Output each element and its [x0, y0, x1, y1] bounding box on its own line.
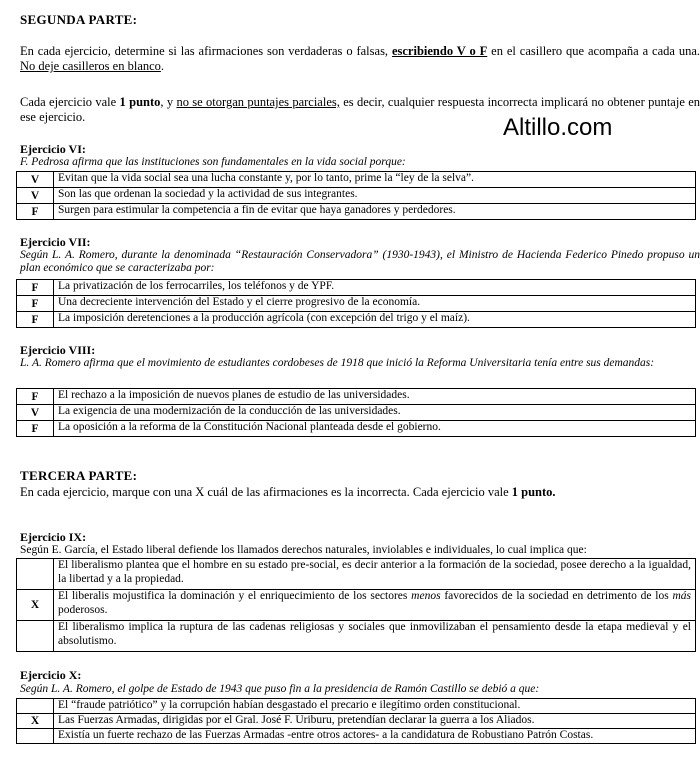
- answer-box[interactable]: F: [17, 280, 54, 296]
- statement-italic: más: [672, 590, 691, 602]
- instr-bold: 1 punto.: [511, 485, 556, 499]
- scoring-text: , y: [160, 95, 177, 109]
- statement-text: La imposición deretenciones a la producción agrícola (con excepción del trigo y el maíz).: [54, 312, 696, 328]
- ejercicio-vi-prompt: F. Pedrosa afirma que las instituciones son fundamentales en la vida social porque:: [20, 156, 406, 168]
- ejercicio-viii-prompt: L. A. Romero afirma que el movimiento de estudiantes cordobeses de 1918 que inició la Reforma Universitaria tenía entre sus demandas:: [20, 357, 655, 369]
- statement-text: Evitan que la vida social sea una lucha constante y, por lo tanto, prime la “ley de la selva”.: [54, 172, 696, 188]
- statement-part: El liberalis mojustifica la dominación y el enriquecimiento de los sectores: [58, 590, 412, 602]
- scoring-text: Cada ejercicio vale: [20, 95, 120, 109]
- answer-box[interactable]: V: [17, 188, 54, 204]
- statement-text: Surgen para estimular la competencia a fin de evitar que haya ganadores y perdedores.: [54, 204, 696, 220]
- altillo-watermark: Altillo.com: [503, 114, 613, 141]
- table-row: [17, 421, 696, 437]
- statement-italic: menos: [411, 590, 441, 602]
- answer-box[interactable]: [17, 559, 54, 590]
- ejercicio-ix-prompt: Según E. García, el Estado liberal defiende los llamados derechos naturales, inviolables e individuales, lo cual implica que:: [20, 544, 587, 556]
- ejercicio-vi-title: Ejercicio VI:: [20, 142, 86, 156]
- ejercicio-viii-title: Ejercicio VIII:: [20, 343, 96, 357]
- statement-text: Son las que ordenan la sociedad y la actividad de sus integrantes.: [54, 188, 696, 204]
- statement-text: Existía un fuerte rechazo de las Fuerzas Armadas -entre otros actores- a la candidatura de Robustiano Patrón Costas.: [54, 729, 696, 744]
- answer-box[interactable]: [17, 621, 54, 652]
- ejercicio-ix-title: Ejercicio IX:: [20, 530, 87, 544]
- answer-box[interactable]: F: [17, 204, 54, 220]
- table-row: [17, 389, 696, 405]
- table-row: [17, 621, 696, 652]
- answer-box[interactable]: [17, 729, 54, 744]
- ejercicio-vii-title: Ejercicio VII:: [20, 235, 91, 249]
- statement-text: La oposición a la reforma de la Constitución Nacional planteada desde el gobierno.: [54, 421, 696, 437]
- ejercicio-vi-table: [16, 171, 696, 220]
- table-row: [17, 405, 696, 421]
- answer-box[interactable]: F: [17, 389, 54, 405]
- ejercicio-vii-prompt: Según L. A. Romero, durante la denominada “Restauración Conservadora” (1930-1943), el Ministro de Hacienda Federico Pinedo propuso un plan económico que se caracterizaba por:: [20, 249, 700, 274]
- statement-text: La privatización de los ferrocarriles, los teléfonos y de YPF.: [54, 280, 696, 296]
- instr-underline: No deje casilleros en blanco: [20, 59, 161, 73]
- table-row: [17, 312, 696, 328]
- statement-text: El liberalismo plantea que el hombre en su estado pre-social, es decir anterior a la formación de la sociedad, posee derecho a la igualdad, la libertad y a la propiedad.: [54, 559, 696, 590]
- table-row: [17, 280, 696, 296]
- statement-text: El “fraude patriótico” y la corrupción habían desgastado el precario e ilegítimo orden constitucional.: [54, 699, 696, 714]
- statement-text: El rechazo a la imposición de nuevos planes de estudio de las universidades.: [54, 389, 696, 405]
- table-row: [17, 729, 696, 744]
- instr-text: .: [160, 59, 165, 73]
- answer-box[interactable]: F: [17, 421, 54, 437]
- instr-emphasis: escribiendo V o F: [391, 44, 488, 58]
- statement-text: Las Fuerzas Armadas, dirigidas por el Gral. José F. Uriburu, pretendían declarar la guerra a los Aliados.: [54, 714, 696, 729]
- instr-text: En cada ejercicio, determine si las afirmaciones son verdaderas o falsas,: [20, 44, 392, 58]
- statement-text: Una decreciente intervención del Estado y el cierre progresivo de la economía.: [54, 296, 696, 312]
- tercera-parte-title: TERCERA PARTE:: [20, 468, 138, 483]
- ejercicio-x-title: Ejercicio X:: [20, 668, 82, 682]
- ejercicio-vii-table: [16, 279, 696, 328]
- ejercicio-viii-table: [16, 388, 696, 437]
- instr-text: en el casillero que acompaña a cada una.: [487, 44, 700, 58]
- answer-box[interactable]: F: [17, 312, 54, 328]
- statement-part: favorecidos de la sociedad en detrimento de los: [440, 590, 673, 602]
- table-row: [17, 559, 696, 590]
- ejercicio-x-table: [16, 698, 696, 744]
- table-row: [17, 188, 696, 204]
- segunda-instructions: [20, 44, 700, 74]
- table-row: [17, 296, 696, 312]
- answer-box[interactable]: V: [17, 172, 54, 188]
- statement-part: poderosos.: [58, 603, 108, 616]
- scoring-bold: 1 punto: [119, 95, 161, 109]
- table-row: [17, 204, 696, 220]
- table-row: [17, 699, 696, 714]
- answer-box[interactable]: V: [17, 405, 54, 421]
- table-row: [17, 590, 696, 621]
- instr-text: En cada ejercicio, marque con una X cuál de las afirmaciones es la incorrecta. Cada ejercicio vale: [20, 485, 512, 499]
- tercera-instructions: [20, 485, 700, 500]
- statement-text: [54, 590, 696, 621]
- ejercicio-x-prompt: Según L. A. Romero, el golpe de Estado de 1943 que puso fin a la presidencia de Ramón Castillo se debió a que:: [20, 683, 540, 695]
- ejercicio-ix-table: [16, 558, 696, 652]
- answer-box[interactable]: F: [17, 296, 54, 312]
- table-row: [17, 714, 696, 729]
- statement-text: El liberalismo implica la ruptura de las cadenas religiosas y sociales que inmovilizaban el pensamiento desde la etapa medieval y el absolutismo.: [54, 621, 696, 652]
- answer-box[interactable]: X: [17, 714, 54, 729]
- answer-box[interactable]: X: [17, 590, 54, 621]
- segunda-parte-title: SEGUNDA PARTE:: [20, 12, 138, 27]
- table-row: [17, 172, 696, 188]
- scoring-underline: no se otorgan puntajes parciales,: [176, 95, 340, 109]
- answer-box[interactable]: [17, 699, 54, 714]
- statement-text: La exigencia de una modernización de la conducción de las universidades.: [54, 405, 696, 421]
- scoring-text: es decir, cualquier respuesta incorrecta implicará no obtener puntaje en ese ejercicio.: [20, 95, 700, 124]
